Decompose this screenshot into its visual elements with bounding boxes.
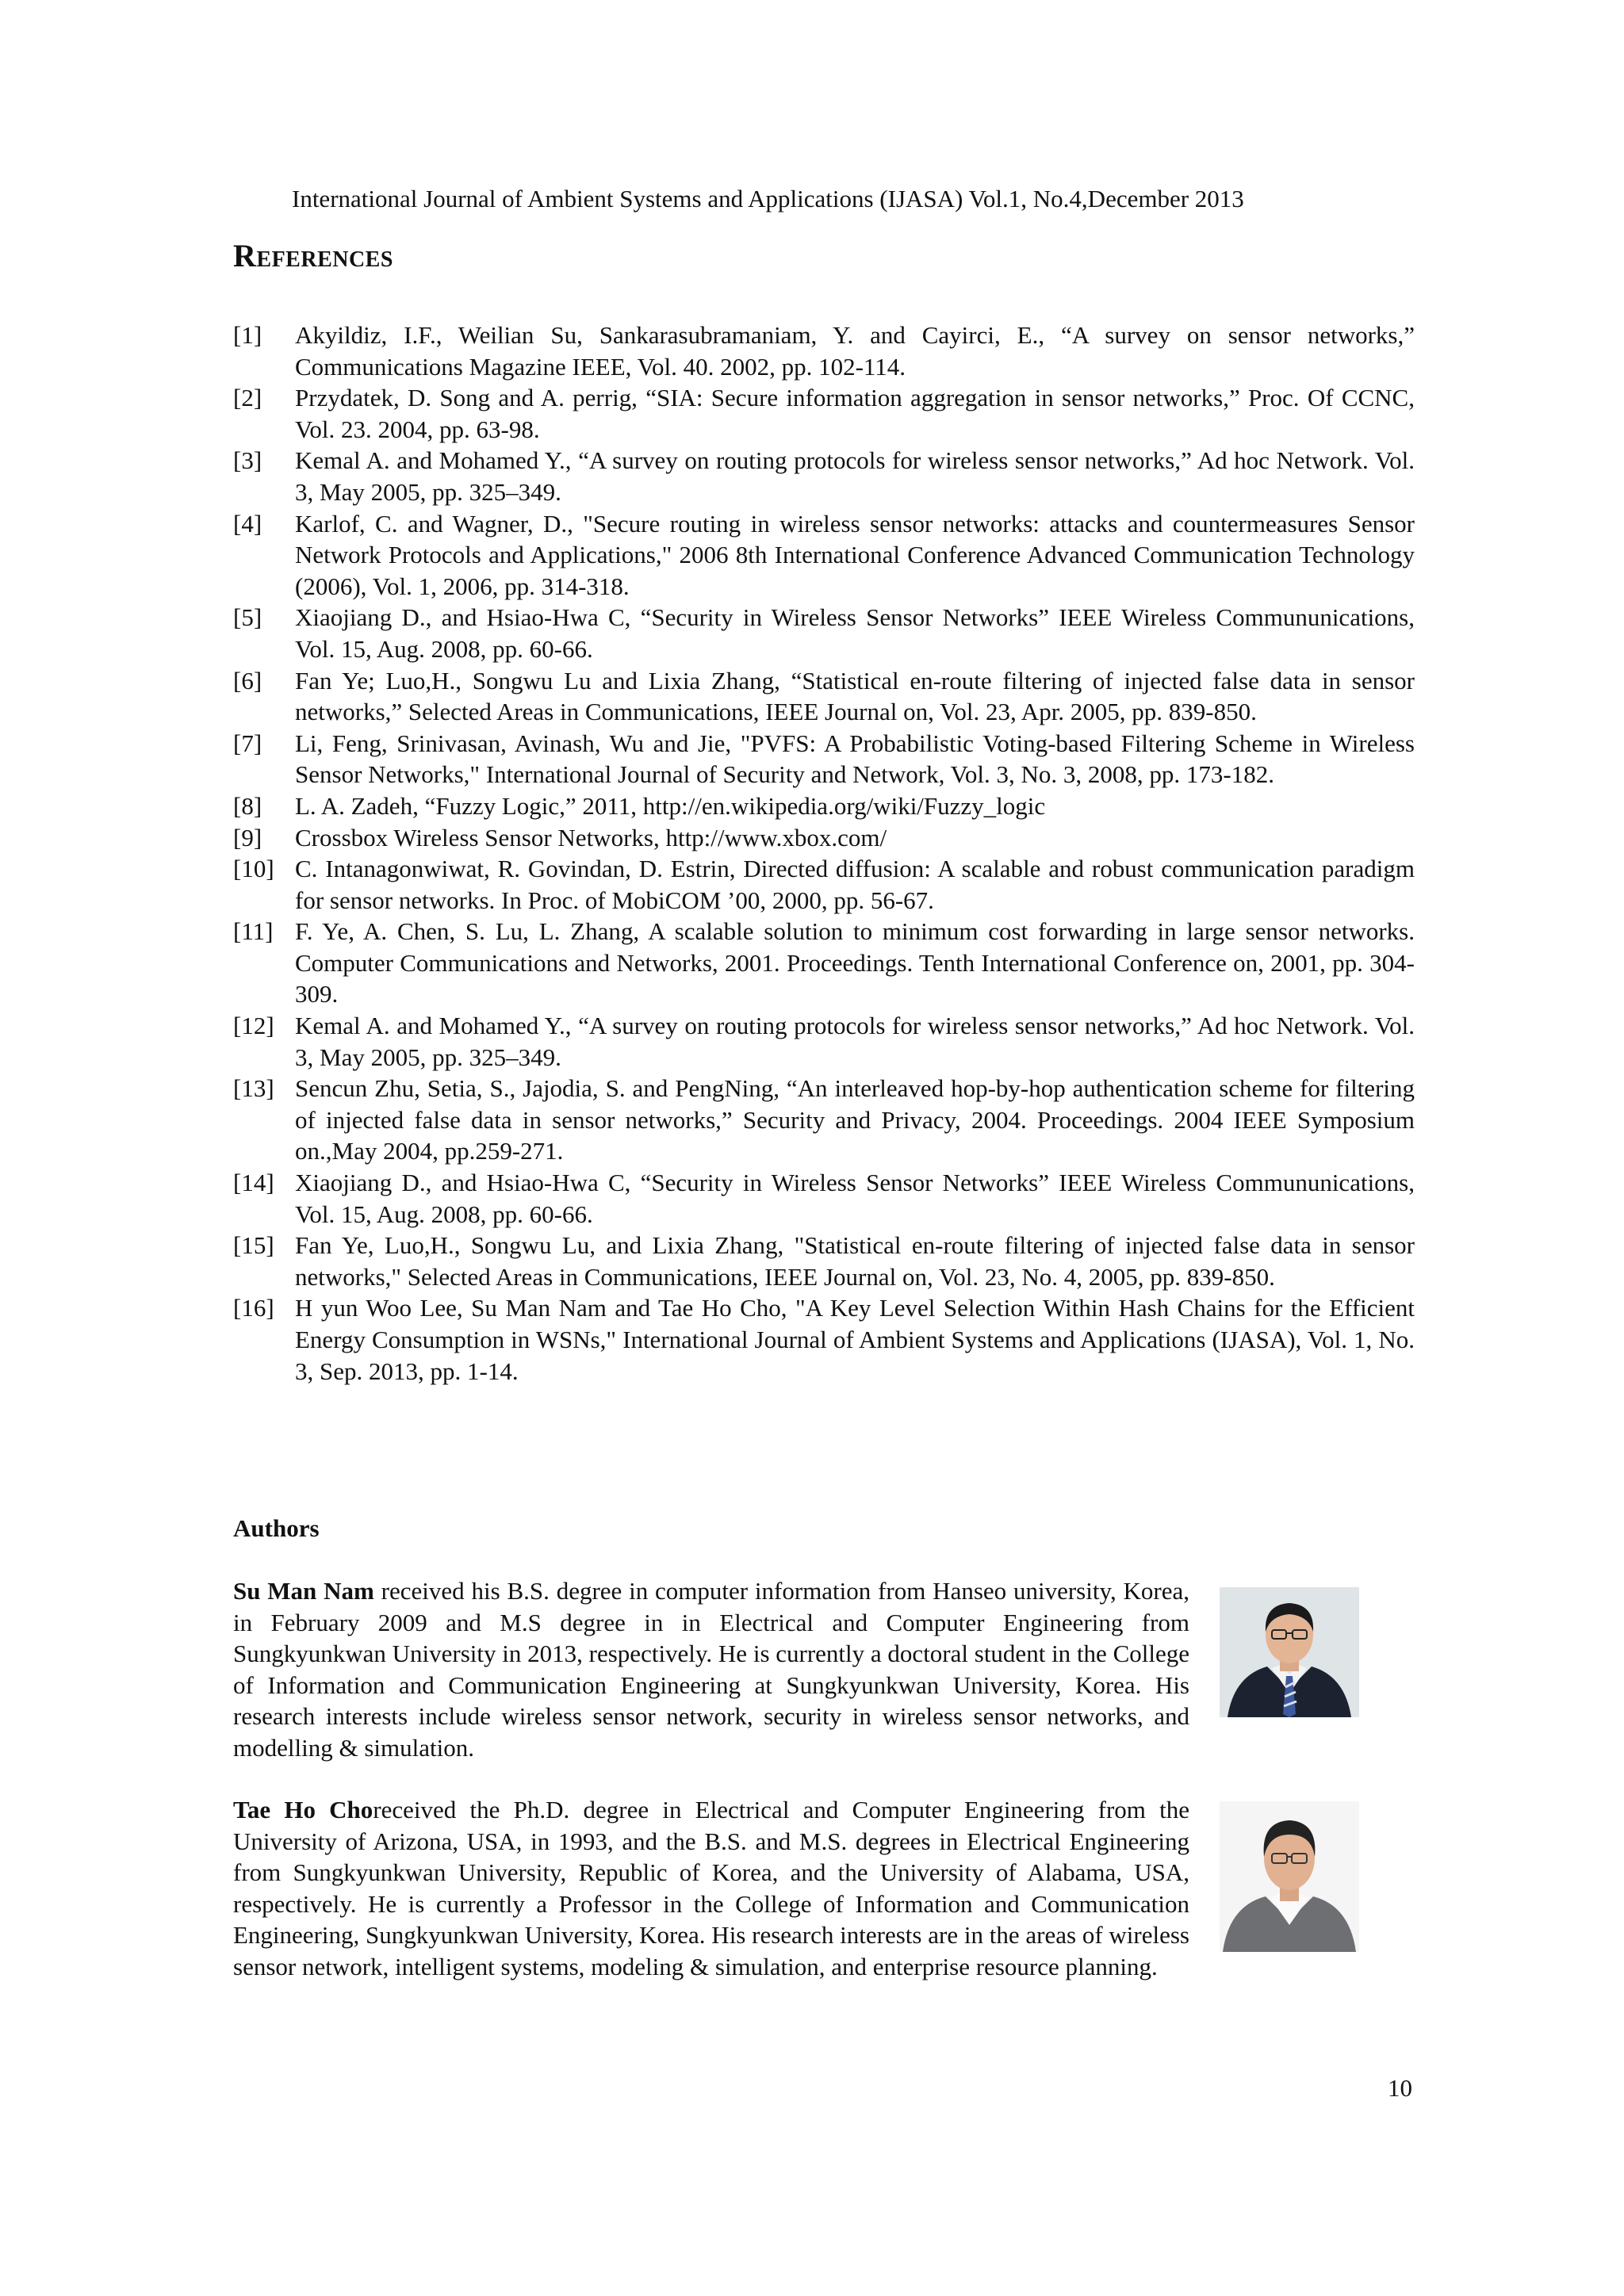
references-heading: References [233, 238, 393, 274]
reference-item [233, 1230, 1415, 1292]
author-bio-text: received the Ph.D. degree in Electrical and Computer Engineering from the University of Arizona, USA, in 1993, and the B.S. and M.S. degrees in Electrical Engineering from Sungkyunkwan University, Republic of Korea, and the University of Alabama, USA, respectively. He is currently a Professor in the College of Information and Communication Engineering, Sungkyunkwan University, Korea. His research interests are in the areas of wireless sensor network, intelligent systems, modeling & simulation, and enterprise resource planning. [233, 1796, 1189, 1980]
reference-item [233, 728, 1415, 790]
reference-number: [16] [233, 1294, 274, 1322]
reference-number: [14] [233, 1169, 274, 1197]
reference-item [233, 665, 1415, 728]
reference-item [233, 853, 1415, 916]
reference-number: [12] [233, 1012, 274, 1040]
reference-number: [10] [233, 855, 274, 883]
author-photo-cho [1220, 1801, 1359, 1952]
reference-text: Fan Ye; Luo,H., Songwu Lu and Lixia Zhang, “Statistical en-route filtering of injected false data in sensor networks,” Selected Areas in Communications, IEEE Journal on, Vol. 23, Apr. 2005, pp. 839-850. [295, 666, 1415, 726]
reference-number: [5] [233, 603, 262, 632]
reference-text: Kemal A. and Mohamed Y., “A survey on routing protocols for wireless sensor networks,” Ad hoc Network. Vol. 3, May 2005, pp. 325–349. [295, 1012, 1415, 1071]
reference-text: Akyildiz, I.F., Weilian Su, Sankarasubramaniam, Y. and Cayirci, E., “A survey on sensor networks,” Communications Magazine IEEE, Vol. 40. 2002, pp. 102-114. [295, 321, 1415, 381]
reference-text: F. Ye, A. Chen, S. Lu, L. Zhang, A scalable solution to minimum cost forwarding in large sensor networks. Computer Communications and Networks, 2001. Proceedings. Tenth International Conference on, 2001, pp. 304-309. [295, 917, 1415, 1008]
reference-item [233, 916, 1415, 1010]
reference-number: [1] [233, 321, 262, 349]
reference-number: [2] [233, 384, 262, 412]
reference-text: Fan Ye, Luo,H., Songwu Lu, and Lixia Zhang, "Statistical en-route filtering of injected false data in sensor networks," Selected Areas in Communications, IEEE Journal on, Vol. 23, No. 4, 2005, pp. 839-850. [295, 1231, 1415, 1291]
author-photo-nam [1220, 1587, 1359, 1717]
reference-text: L. A. Zadeh, “Fuzzy Logic,” 2011, http://en.wikipedia.org/wiki/Fuzzy_logic [295, 791, 1046, 820]
reference-text: Sencun Zhu, Setia, S., Jajodia, S. and PengNing, “An interleaved hop-by-hop authentication scheme for filtering of injected false data in sensor networks,” Security and Privacy, 2004. Proceedings. 2004 IEEE Symposium on.,May 2004, pp.259-271. [295, 1074, 1415, 1165]
page-number: 10 [1388, 2074, 1412, 2102]
reference-item [233, 1292, 1415, 1387]
reference-item [233, 790, 1415, 822]
reference-text: H yun Woo Lee, Su Man Nam and Tae Ho Cho, "A Key Level Selection Within Hash Chains for the Efficient Energy Consumption in WSNs," International Journal of Ambient Systems and Applications (IJASA), Vol. 1, No. 3, Sep. 2013, pp. 1-14. [295, 1294, 1415, 1385]
reference-text: Crossbox Wireless Sensor Networks, http://www.xbox.com/ [295, 823, 887, 851]
reference-text: Karlof, C. and Wagner, D., "Secure routing in wireless sensor networks: attacks and countermeasures Sensor Network Protocols and Applications," 2006 8th International Conference Advanced Communication Technology (2006), Vol. 1, 2006, pp. 314-318. [295, 509, 1415, 600]
reference-number: [7] [233, 729, 262, 757]
reference-number: [11] [233, 917, 274, 946]
author-name: Tae Ho Cho [233, 1796, 373, 1823]
reference-text: Li, Feng, Srinivasan, Avinash, Wu and Jie, "PVFS: A Probabilistic Voting-based Filtering Scheme in Wireless Sensor Networks," International Journal of Security and Network, Vol. 3, No. 3, 2008, pp. 173-182. [295, 729, 1415, 789]
reference-number: [9] [233, 823, 262, 851]
reference-item [233, 1073, 1415, 1167]
reference-number: [6] [233, 666, 262, 695]
reference-number: [3] [233, 446, 262, 475]
author-bio-text: received his B.S. degree in computer information from Hanseo university, Korea, in February 2009 and M.S degree in in Electrical and Computer Engineering from Sungkyunkwan University in 2013, respectively. He is currently a doctoral student in the College of Information and Communication Engineering at Sungkyunkwan University, Korea. His research interests include wireless sensor network, security in wireless sensor networks, and modelling & simulation. [233, 1577, 1189, 1762]
reference-item [233, 1167, 1415, 1230]
references-list [233, 320, 1415, 1387]
authors-heading: Authors [233, 1514, 320, 1542]
reference-text: Xiaojiang D., and Hsiao-Hwa C, “Security in Wireless Sensor Networks” IEEE Wireless Commununications, Vol. 15, Aug. 2008, pp. 60-66. [295, 1169, 1415, 1228]
reference-item [233, 822, 1415, 854]
reference-item [233, 602, 1415, 664]
reference-text: Xiaojiang D., and Hsiao-Hwa C, “Security in Wireless Sensor Networks” IEEE Wireless Commununications, Vol. 15, Aug. 2008, pp. 60-66. [295, 603, 1415, 663]
reference-item [233, 445, 1415, 507]
reference-text: C. Intanagonwiwat, R. Govindan, D. Estrin, Directed diffusion: A scalable and robust communication paradigm for sensor networks. In Proc. of MobiCOM ’00, 2000, pp. 56-67. [295, 855, 1415, 914]
journal-header: International Journal of Ambient Systems and Applications (IJASA) Vol.1, No.4,December 2013 [292, 185, 1244, 212]
reference-number: [13] [233, 1074, 274, 1103]
reference-text: Kemal A. and Mohamed Y., “A survey on routing protocols for wireless sensor networks,” Ad hoc Network. Vol. 3, May 2005, pp. 325–349. [295, 446, 1415, 506]
reference-number: [8] [233, 791, 262, 820]
author-bio-nam [233, 1575, 1189, 1764]
reference-item [233, 508, 1415, 603]
author-bio-cho [233, 1794, 1189, 1983]
reference-text: Przydatek, D. Song and A. perrig, “SIA: Secure information aggregation in sensor networks,” Proc. Of CCNC, Vol. 23. 2004, pp. 63-98. [295, 384, 1415, 443]
reference-item [233, 320, 1415, 382]
author-name: Su Man Nam [233, 1577, 374, 1605]
reference-item [233, 1010, 1415, 1073]
reference-number: [4] [233, 509, 262, 538]
reference-number: [15] [233, 1231, 274, 1260]
reference-item [233, 382, 1415, 445]
